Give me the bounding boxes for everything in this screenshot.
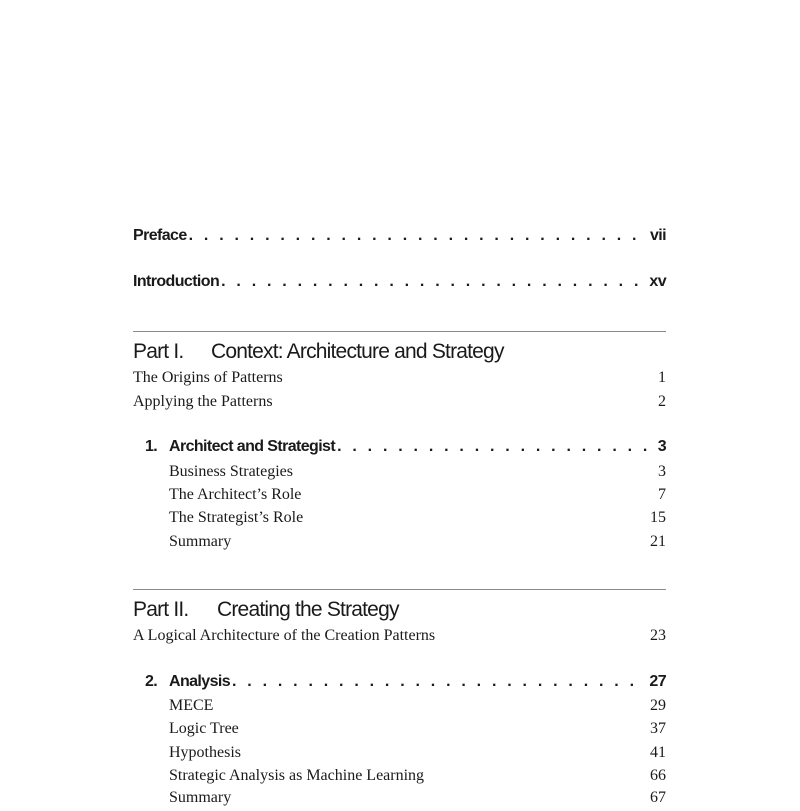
dot-leader (189, 227, 646, 245)
chapter-page: 27 (649, 673, 666, 690)
toc-entry-page: xv (649, 273, 666, 290)
dot-leader (337, 438, 654, 456)
toc-section[interactable] (169, 789, 666, 811)
toc-entry-page: 2 (658, 393, 666, 410)
table-of-contents (133, 0, 666, 806)
toc-section[interactable] (169, 744, 666, 766)
toc-entry-preface[interactable] (133, 227, 666, 249)
toc-section-page: 29 (650, 697, 666, 714)
toc-entry-title: Preface (133, 227, 187, 244)
chapter-entry[interactable] (145, 673, 666, 695)
toc-section-page: 37 (650, 720, 666, 737)
toc-section-page: 7 (658, 486, 666, 503)
toc-entry-title: The Origins of Patterns (133, 369, 283, 386)
toc-section-title: The Strategist’s Role (169, 509, 304, 526)
toc-entry-page: 23 (650, 627, 666, 644)
section-divider (133, 589, 666, 590)
toc-section-page: 66 (650, 767, 666, 784)
part-title: Context: Architecture and Strategy (211, 340, 504, 363)
toc-section-title: The Architect’s Role (169, 486, 302, 503)
part-label: Part II. (133, 598, 189, 621)
toc-section[interactable] (169, 697, 666, 719)
toc-entry-page: 1 (658, 369, 666, 386)
toc-section-page: 3 (658, 463, 666, 480)
toc-section-title: Business Strategies (169, 463, 293, 480)
chapter-title: Architect and Strategist (169, 438, 336, 455)
toc-entry-page: vii (650, 227, 666, 244)
chapter-number: 1. (145, 438, 158, 455)
chapter-entry[interactable] (145, 438, 666, 460)
toc-section-page: 21 (650, 533, 666, 550)
toc-section[interactable] (169, 767, 666, 789)
chapter-page: 3 (657, 438, 666, 455)
toc-section-page: 41 (650, 744, 666, 761)
section-divider (133, 331, 666, 332)
dot-leader (221, 273, 645, 291)
toc-section[interactable] (169, 463, 666, 485)
toc-section[interactable] (169, 509, 666, 531)
chapter-number: 2. (145, 673, 158, 690)
dot-leader (232, 673, 645, 691)
part-label: Part I. (133, 340, 184, 363)
toc-section-title: Summary (169, 789, 232, 806)
toc-entry-title: Introduction (133, 273, 220, 290)
toc-entry-title: Applying the Patterns (133, 393, 273, 410)
toc-section[interactable] (169, 533, 666, 555)
chapter-title: Analysis (169, 673, 231, 690)
toc-entry-introduction[interactable] (133, 273, 666, 295)
toc-entry-title: A Logical Architecture of the Creation Patterns (133, 627, 436, 644)
toc-entry[interactable] (133, 393, 666, 415)
toc-entry[interactable] (133, 369, 666, 391)
part-heading (133, 598, 399, 626)
toc-section-title: Logic Tree (169, 720, 239, 737)
toc-section[interactable] (169, 486, 666, 508)
toc-section-page: 15 (650, 509, 666, 526)
toc-section-title: Summary (169, 533, 232, 550)
toc-entry[interactable] (133, 627, 666, 649)
toc-section-title: MECE (169, 697, 214, 714)
toc-section-title: Hypothesis (169, 744, 241, 761)
part-heading (133, 340, 504, 368)
toc-section-page: 67 (650, 789, 666, 806)
toc-section[interactable] (169, 720, 666, 742)
toc-section-title: Strategic Analysis as Machine Learning (169, 767, 425, 784)
part-title: Creating the Strategy (217, 598, 399, 621)
